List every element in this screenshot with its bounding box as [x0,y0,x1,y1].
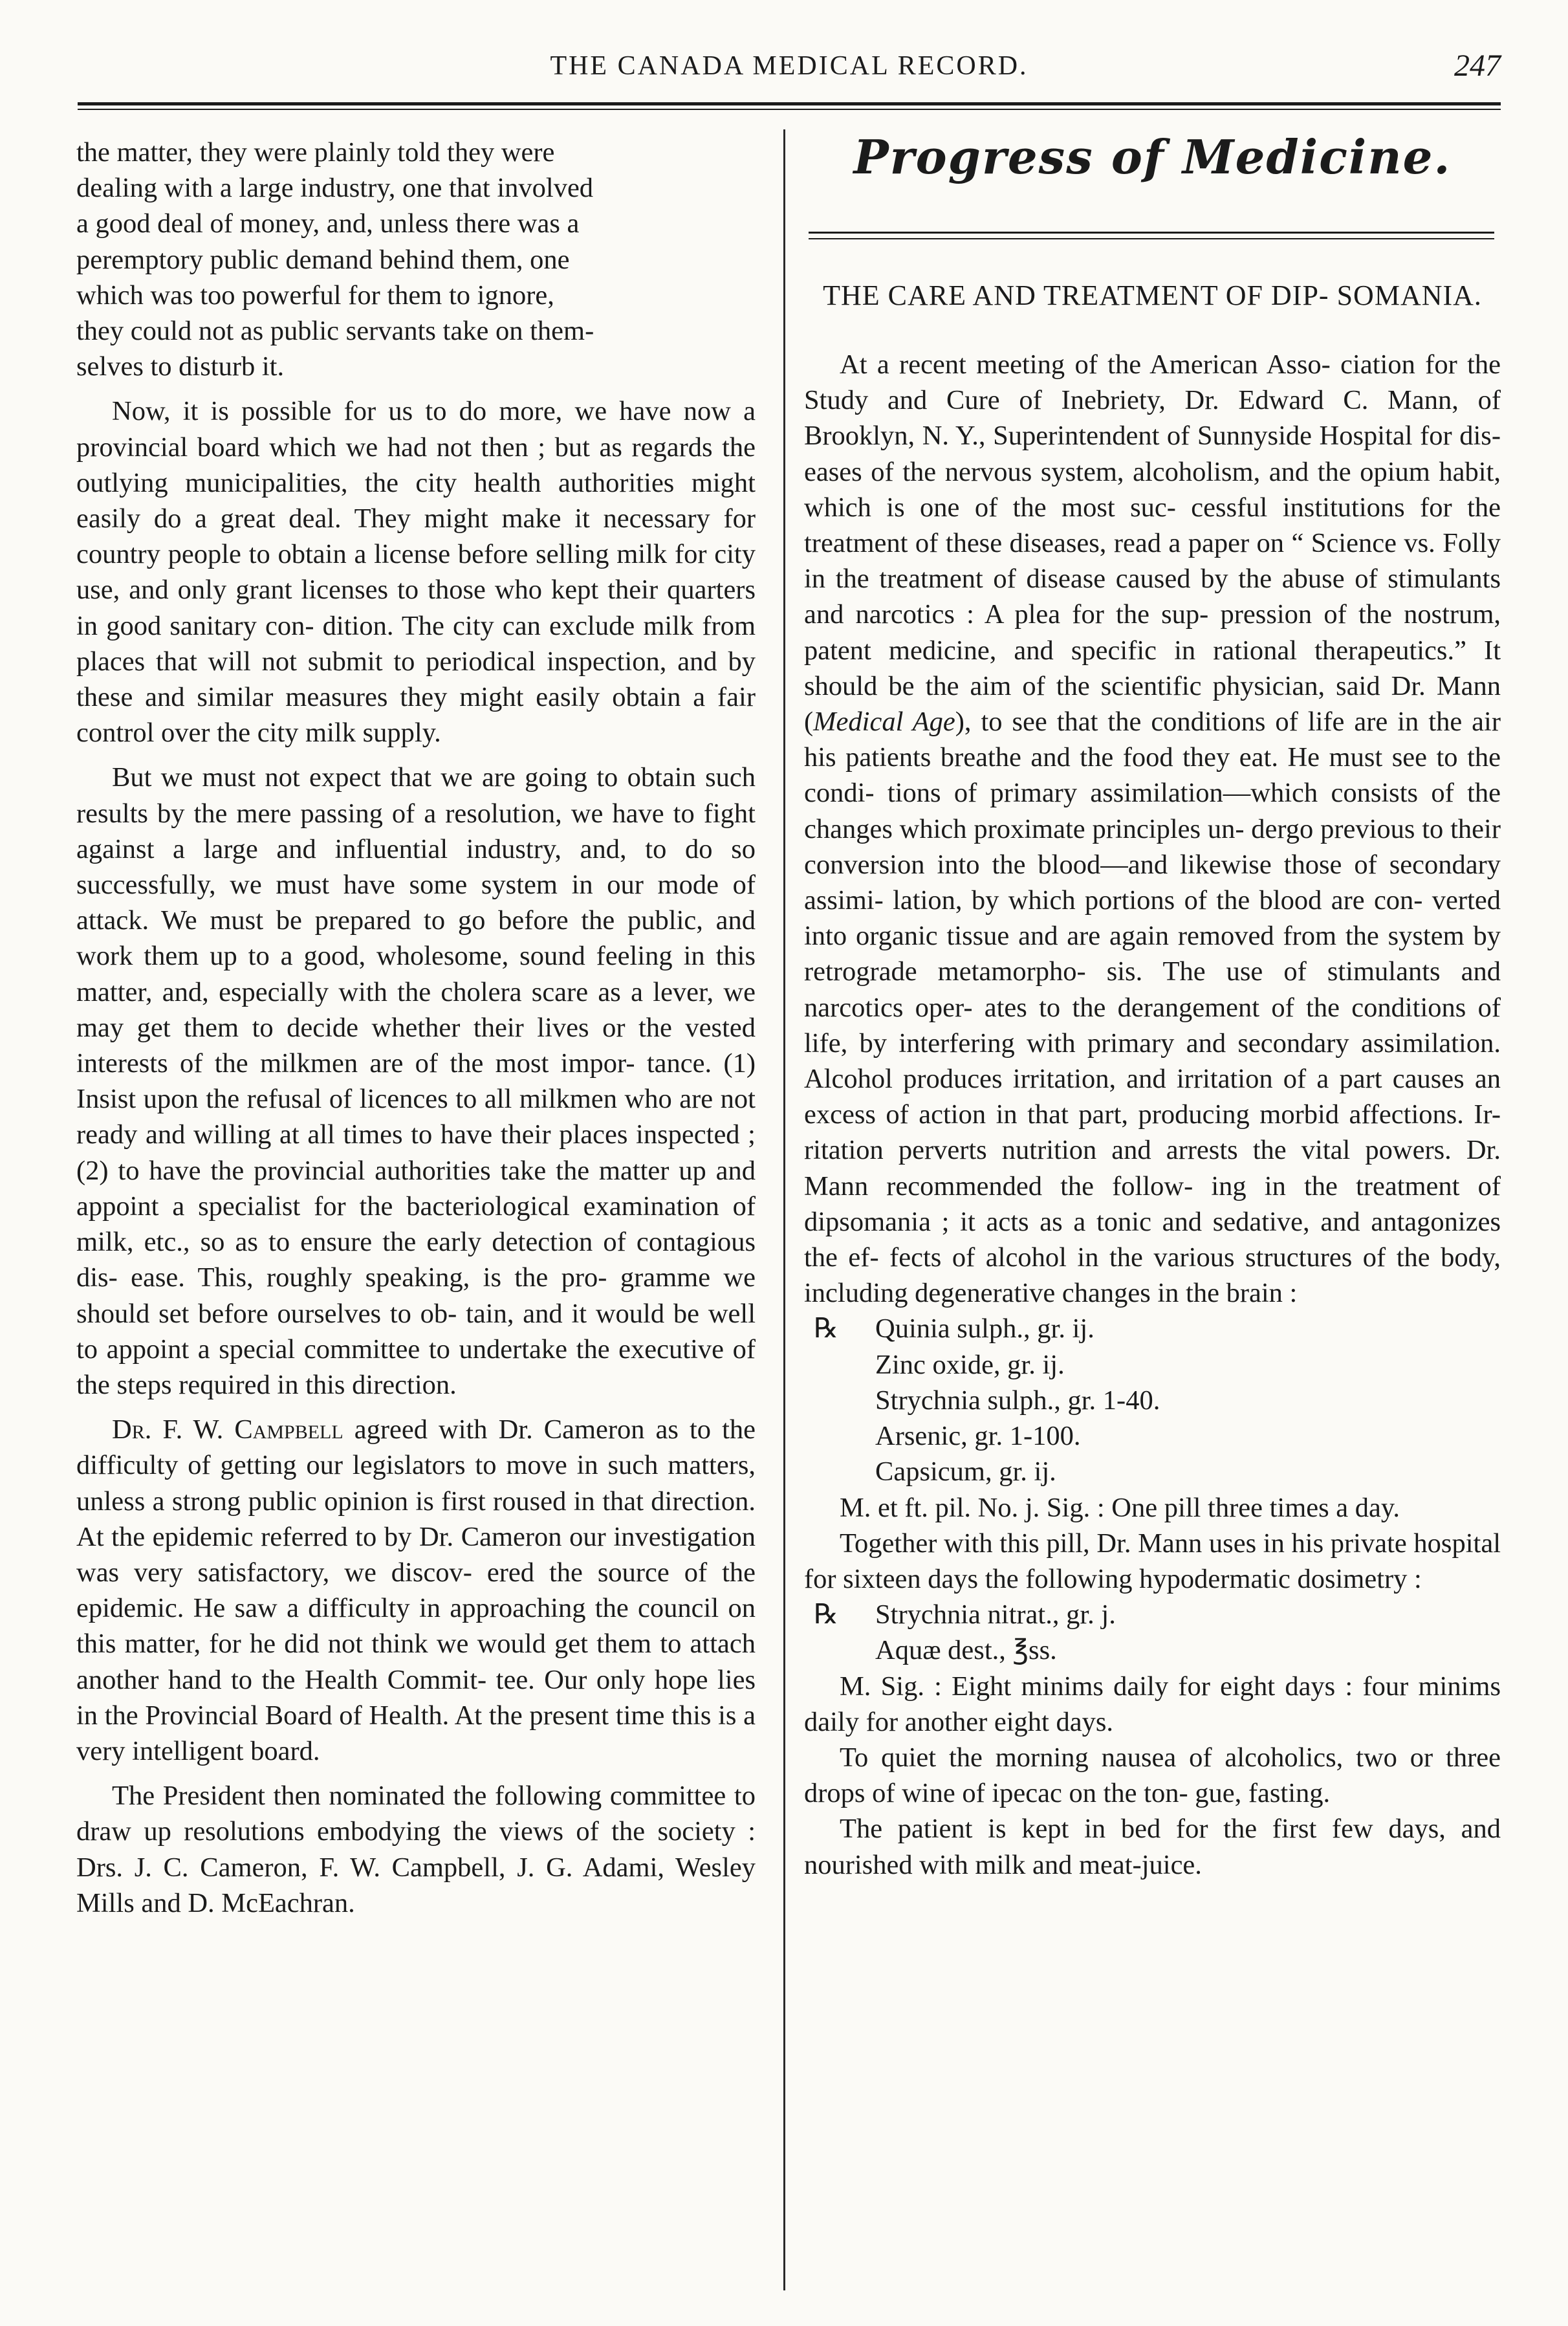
prescription-signa: M. Sig. : Eight minims daily for eight days : four minims daily for another eight days. [804,1671,1501,1737]
paragraph: Now, it is possible for us to do more, we have now a provincial board which we had not then ; but as regards the outlying municipalities, the city health authorities might easily do a great deal. They might make it necessary for country people to obtain a license before selling milk for city use, and only grant licenses to those who kept their quarters in good sanitary con- dition. The city can exclude milk from places that will not submit to periodical inspection, and by these and similar measures they might easily obtain a fair control over the city milk supply. [76,396,756,749]
rx-symbol: ℞ [814,1599,839,1630]
paragraph: The patient is kept in bed for the first few days, and nourished with milk and meat-juice. [804,1814,1501,1880]
section-rule-thin [809,238,1494,239]
header-rule-thin [78,109,1501,110]
column-divider [783,129,785,2290]
paragraph-text: agreed with Dr. Cameron as to the difficulty of getting our legislators to move in such matters, unless a strong public opinion is first roused in that direction. At the epidemic referred to by Dr. Cameron our investigation was very satisfactory, we discov- ered the source of the epidemic. He saw a difficulty in approaching the council on this matter, for he did not think we would get them to attach another hand to the Health Commit- tee. Our only hope lies in the Provincial Board of Health. At the present time this is a very intelligent board. [76,1414,756,1766]
prescription-line: Arsenic, gr. 1-100. [875,1421,1081,1452]
prescription-item: Quinia sulph., gr. ij. [875,1313,1094,1344]
text-line: selves to disturb it. [76,351,285,382]
rx-symbol: ℞ [814,1313,839,1344]
page-number: 247 [1454,49,1501,83]
paragraph: To quiet the morning nausea of alcoholics, two or three drops of wine of ipecac on the ton- gue, fasting. [804,1742,1501,1809]
prescription-line: Capsicum, gr. ij. [875,1456,1056,1487]
citation: Medical Age [813,707,955,738]
paragraph: But we must not expect that we are going to obtain such results by the mere passing of a resolution, we have to fight against a large and influential industry, and, to do so successfully, we must have some system in our mode of attack. We must be prepared to go before the public, and work them up to a good, wholesome, sound feeling in this matter, and, especially with the cholera scare as a lever, we may get them to decide whether their lives or the vested interests of the milkmen are of the most impor- tance. (1) Insist upon the refusal of licences to all milkmen who are not ready and willing at all times to have their places inspected ; (2) to have the provincial authorities take the matter up and appoint a specialist for the bacteriological examination of milk, etc., so as to ensure the early detection of contagious dis- ease. This, roughly speaking, is the pro- gramme we should set before ourselves to ob- tain, and it would be well to appoint a special committee to undertake the executive of the steps required in this direction. [76,762,756,1400]
paragraph: The President then nominated the following committee to draw up resolutions embodying the views of the society : Drs. J. C. Cameron, F. W. Campbell, J. G. Adami, Wesley Mills and D. McEachran. [76,1781,756,1918]
prescription-item: Strychnia nitrat., gr. j. [875,1599,1116,1630]
prescription-line: Strychnia sulph., gr. 1-40. [875,1385,1160,1416]
prescription-line [804,1311,1501,1346]
paragraph-text: At a recent meeting of the American Asso- ciation for the Study and Cure of Inebriety, Dr. Edward C. Mann, of Brooklyn, N. Y., Superintendent of Sunnyside Hospital for dis- eases of the nervous system, alcoholism, and the opium habit, which is one of the most suc- cessful institutions for the treatment of these diseases, read a paper on “ Science vs. Folly in the treatment of disease caused by the abuse of stimulants and narcotics : A plea for the sup- pression of the nostrum, patent medicine, and specific in rational therapeutics.” It should be the aim of the scientific physician, said Dr. Mann ( [804,349,1501,738]
section-rule [809,232,1494,234]
paragraph [76,1412,756,1769]
article-title: THE CARE AND TREATMENT OF DIP- SOMANIA. [823,280,1482,311]
text-line: dealing with a large industry, one that involved [76,173,594,204]
text-line: the matter, they were plainly told they were [76,137,555,168]
text-line: which was too powerful for them to ignore, [76,280,554,311]
right-column [804,278,1501,1883]
prescription-line: Aquæ dest., ℥ss. [875,1635,1057,1666]
prescription-line [804,1597,1501,1632]
text-line: they could not as public servants take on them- [76,316,594,347]
prescription-line: Zinc oxide, gr. ij. [875,1349,1065,1380]
left-column [76,135,756,1921]
prescription-signa: M. et ft. pil. No. j. Sig. : One pill three times a day. [840,1492,1400,1523]
paragraph [804,347,1501,1311]
journal-title: THE CANADA MEDICAL RECORD. [550,51,1029,81]
paragraph-text: ), to see that the conditions of life are in the air his patients breathe and the food they eat. He must see to the condi- tions of primary assimilation—which consists of the changes which proximate principles un- dergo previous to their conversion into the blood—and likewise those of secondary assimi- lation, by which portions of the blood are con- verted into organic tissue and are again removed from the system by retrograde metamorpho- sis. The use of stimulants and narcotics oper- ates to the derangement of the conditions of life, by interfering with primary and secondary assimilation. Alcohol produces irritation, and irritation of a part causes an excess of action in that part, producing morbid affections. Ir- ritation perverts nutrition and arrests the vital powers. Dr. Mann recommended the follow- ing in the treatment of dipsomania ; it acts as a tonic and sedative, and antagonizes the ef- fects of alcohol in the various structures of the body, including degenerative changes in the brain : [804,707,1501,1309]
continued-paragraph [76,135,756,384]
page-header [78,50,1501,89]
section-heading: Progress of Medicine. [853,129,1452,184]
text-line: peremptory public demand behind them, one [76,244,570,275]
paragraph: Together with this pill, Dr. Mann uses in his private hospital for sixteen days the following hypodermatic dosimetry : [804,1528,1501,1594]
text-line: a good deal of money, and, unless there was a [76,208,580,239]
header-rule [78,102,1501,105]
speaker-name: Dr. F. W. Campbell [112,1414,343,1445]
